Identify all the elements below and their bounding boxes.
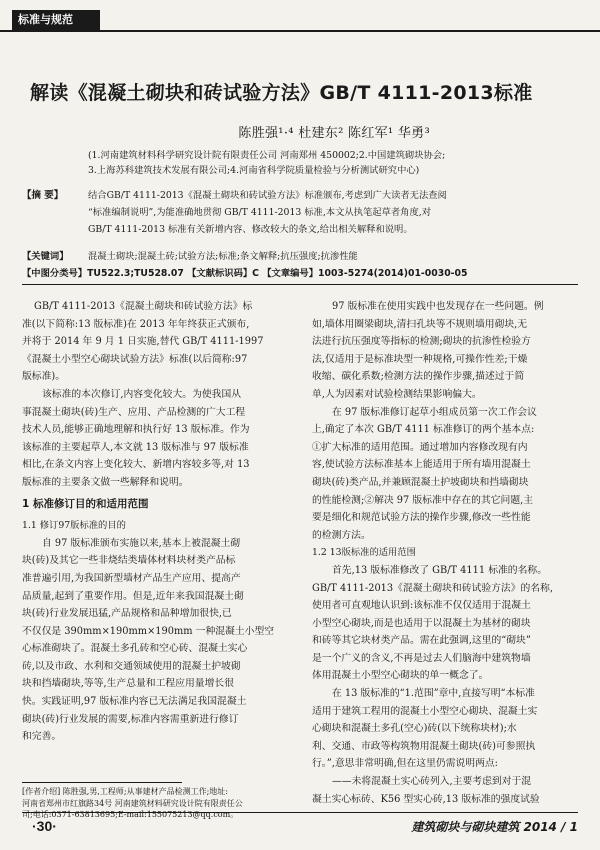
text-line: 使用者可直观地认识到:该标准不仅仅适用于混凝土 bbox=[312, 600, 531, 612]
abstract-tag: 【摘 要】 bbox=[22, 190, 64, 201]
page-number: ·30· bbox=[32, 818, 57, 834]
keywords-text: 混凝土砌块;混凝土砖;试验方法;标准;条文解释;抗压强度;抗渗性能 bbox=[88, 251, 358, 262]
text-line: 收缩、碳化系数;检测方法的操作步骤,描述过于简 bbox=[312, 371, 525, 383]
text-line: GB/T 4111-2013《混凝土砌块和砖试验方法》标 bbox=[34, 301, 253, 312]
text-line: 在 13 版标准的“1.范围”章中,直接写明“本标准 bbox=[332, 688, 535, 700]
text-line: 和完善。 bbox=[22, 731, 62, 743]
abstract-line: “标准编制说明”,为能准确地贯彻 GB/T 4111-2013 标准,本文从执笔起草者角度,对 bbox=[88, 207, 432, 218]
abstract-line: 结合GB/T 4111-2013《混凝土砌块和砖试验方法》标准颁布,考虑到广大读者无法查阅 bbox=[88, 190, 447, 201]
footnote-rule bbox=[22, 782, 182, 783]
text-line: 的检测方法。 bbox=[312, 529, 371, 541]
text-line: 准(以下简称:13 版标准)在 2013 年年终获正式颁布, bbox=[22, 318, 250, 330]
text-line: 行。”,意思非常明确,但在这里仍需说明两点: bbox=[312, 758, 498, 770]
text-line: 是一个广义的含义,不再是过去人们脑海中建筑物墙 bbox=[312, 652, 531, 664]
text-line: 技术人员,能够正确地理解和执行好 13 版标准。作为 bbox=[22, 424, 250, 436]
text-line: ①扩大标准的适用范围。通过增加内容修改现有内 bbox=[312, 441, 528, 453]
text-line: 单,人为因素对试验检测结果影响偏大。 bbox=[312, 388, 482, 400]
authors: 陈胜强¹·⁴ 杜建东² 陈红军¹ 华勇³ bbox=[238, 126, 430, 141]
text-line: 相比,在条文内容上变化较大、新增内容较多等,对 13 bbox=[22, 459, 250, 471]
text-line: 块(砖)行业发展迅猛,产品规格和品种增加很快,已 bbox=[22, 608, 232, 620]
text-line: 块(砖)及其它一些非烧结类墙体材料块材类产品标 bbox=[22, 555, 236, 567]
text-line: 版标准)。 bbox=[22, 371, 66, 383]
journal-name: 建筑砌块与砌块建筑 2014 / 1 bbox=[411, 820, 578, 834]
text-line: 《混凝土小型空心砌块试验方法》标准(以后简称:97 bbox=[22, 353, 248, 365]
text-line: 准普遍引用,为我国新型墙材产品生产应用、提高产 bbox=[22, 572, 241, 584]
section-header-label: 标准与规范 bbox=[18, 14, 73, 26]
text-line: 首先,13 版标准修改了 GB/T 4111 标准的名称。 bbox=[332, 564, 547, 576]
abstract-block bbox=[22, 188, 578, 248]
left-column bbox=[22, 298, 284, 746]
text-line: 97 版标准在使用实践中也发现存在一些问题。例 bbox=[332, 301, 544, 312]
text-line: 该标准的本次修订,内容变化较大。为使我国从 bbox=[42, 388, 242, 400]
text-line: 和砖等其它块材类产品。需在此强调,这里的“砌块” bbox=[312, 635, 531, 647]
header-divider bbox=[22, 284, 578, 285]
footer-rule bbox=[22, 812, 578, 813]
subsection-heading-1-2: 1.2 13版标准的适用范围 bbox=[312, 547, 416, 559]
author-footnote bbox=[22, 786, 284, 821]
text-line: 凝土实心标砖、K56 型实心砖,13 版标准的强度试验 bbox=[312, 793, 540, 805]
footnote-line: 河南省郑州市红旗路34号 河南建筑材料研究设计院有限责任公 bbox=[22, 798, 243, 808]
text-line: 该标准的主要起草人,本文就 13 版标准与 97 版标准 bbox=[22, 441, 249, 453]
section-header bbox=[0, 0, 600, 32]
text-line: 要是细化和规范试验方法的操作步骤,修改一些性能 bbox=[312, 512, 531, 524]
text-line: 并将于 2014 年 9 月 1 日实施,替代 GB/T 4111-1997 bbox=[22, 336, 264, 348]
text-line: GB/T 4111-2013《混凝土砌块和砖试验方法》的名称, bbox=[312, 582, 554, 594]
text-line: 不仅仅是 390mm×190mm×190mm 一种混凝土小型空 bbox=[22, 625, 275, 637]
text-line: ——未将混凝土实心砖列入,主要考虑到对于混 bbox=[332, 776, 532, 788]
text-line: 事混凝土砌块(砖)生产、应用、产品检测的广大工程 bbox=[22, 406, 246, 418]
text-line: 法进行抗压强度等指标的检测;砌块的抗渗性检验方 bbox=[312, 336, 531, 348]
text-line: 法,仅适用于是标准块型一种规格,可操作性差;干燥 bbox=[312, 353, 528, 365]
subsection-heading-1-1: 1.1 修订97版标准的目的 bbox=[22, 520, 126, 532]
affiliation-line-2: 3.上海苏科建筑技术发展有限公司;4.河南省科学院质量检验与分析测试研究中心) bbox=[88, 165, 420, 176]
classification-line: 【中图分类号】TU522.3;TU528.07 【文献标识码】C 【文章编号】1003-5274(2014)01-0030-05 bbox=[22, 268, 468, 279]
keywords-tag: 【关键词】 bbox=[22, 251, 69, 262]
text-line: 在 97 版标准修订起草小组成员第一次工作会议 bbox=[332, 406, 537, 418]
text-line: 品质量,起到了重要作用。但是,近年来我国混凝土砌 bbox=[22, 590, 244, 602]
text-line: 的性能检测;②解决 97 版标准中存在的其它问题,主 bbox=[312, 494, 534, 506]
text-line: 小型空心砌块,而是也适用于以混凝土为基材的砌块 bbox=[312, 617, 531, 629]
text-line: 砌块(砖)行业发展的需要,标准内容需重新进行修订 bbox=[22, 713, 239, 725]
right-column bbox=[312, 298, 574, 808]
text-line: 容,使试验方法标准基本上能适用于所有墙用混凝土 bbox=[312, 459, 531, 471]
paper-title: 解读《混凝土砌块和砖试验方法》GB/T 4111-2013标准 bbox=[30, 82, 533, 104]
abstract-line: GB/T 4111-2013 标准有关新增内容、修改较大的条文,给出相关解释和说明。 bbox=[88, 224, 413, 235]
text-line: 砌块(砖)类产品,并兼顾混凝土护坡砌块和挡墙砌块 bbox=[312, 476, 529, 488]
footnote-line: [作者介绍] 陈胜强,男,工程师;从事建材产品检测工作;地址: bbox=[22, 787, 228, 796]
text-line: 自 97 版标准颁布实施以来,基本上被混凝土砌 bbox=[42, 537, 241, 549]
text-line: 利、交通、市政等构筑物用混凝土砌块(砖)可参照执 bbox=[312, 740, 536, 752]
section-heading-1: 1 标准修订目的和适用范围 bbox=[22, 497, 149, 510]
header-rule bbox=[0, 30, 600, 32]
text-line: 适用于建筑工程用的混凝土小型空心砌块、混凝土实 bbox=[312, 705, 538, 717]
text-line: 心砌块和混凝土多孔(空心)砖(以下统称块材);水 bbox=[312, 723, 517, 735]
text-line: 块和挡墙砌块,等等,生产总量和工程应用量增长很 bbox=[22, 678, 234, 690]
text-line: 体用混凝土小型空心砌块的单一概念了。 bbox=[312, 670, 489, 682]
text-line: 快。实践证明,97 版标准内容已无法满足我国混凝土 bbox=[22, 696, 247, 708]
text-line: 上,确定了本次 GB/T 4111 标准修订的两个基本点: bbox=[312, 424, 535, 436]
affiliation-line-1: (1.河南建筑材料科学研究设计院有限责任公司 河南郑州 450002;2.中国建筑砌块协会; bbox=[88, 150, 446, 161]
footnote-line: 司;电话:0371-63813695;E-mail:155075213@qq.com。 bbox=[22, 810, 239, 819]
text-line: 版标准的主要条文做一些解释和说明。 bbox=[22, 476, 189, 488]
text-line: 如,墙体用圈梁砌块,清扫孔块等不规则墙用砌块,无 bbox=[312, 318, 528, 330]
text-line: 心标准砌块了。混凝土多孔砖和空心砖、混凝土实心 bbox=[22, 643, 248, 655]
text-line: 砖,以及市政、水利和交通领域使用的混凝土护坡砌 bbox=[22, 660, 241, 672]
